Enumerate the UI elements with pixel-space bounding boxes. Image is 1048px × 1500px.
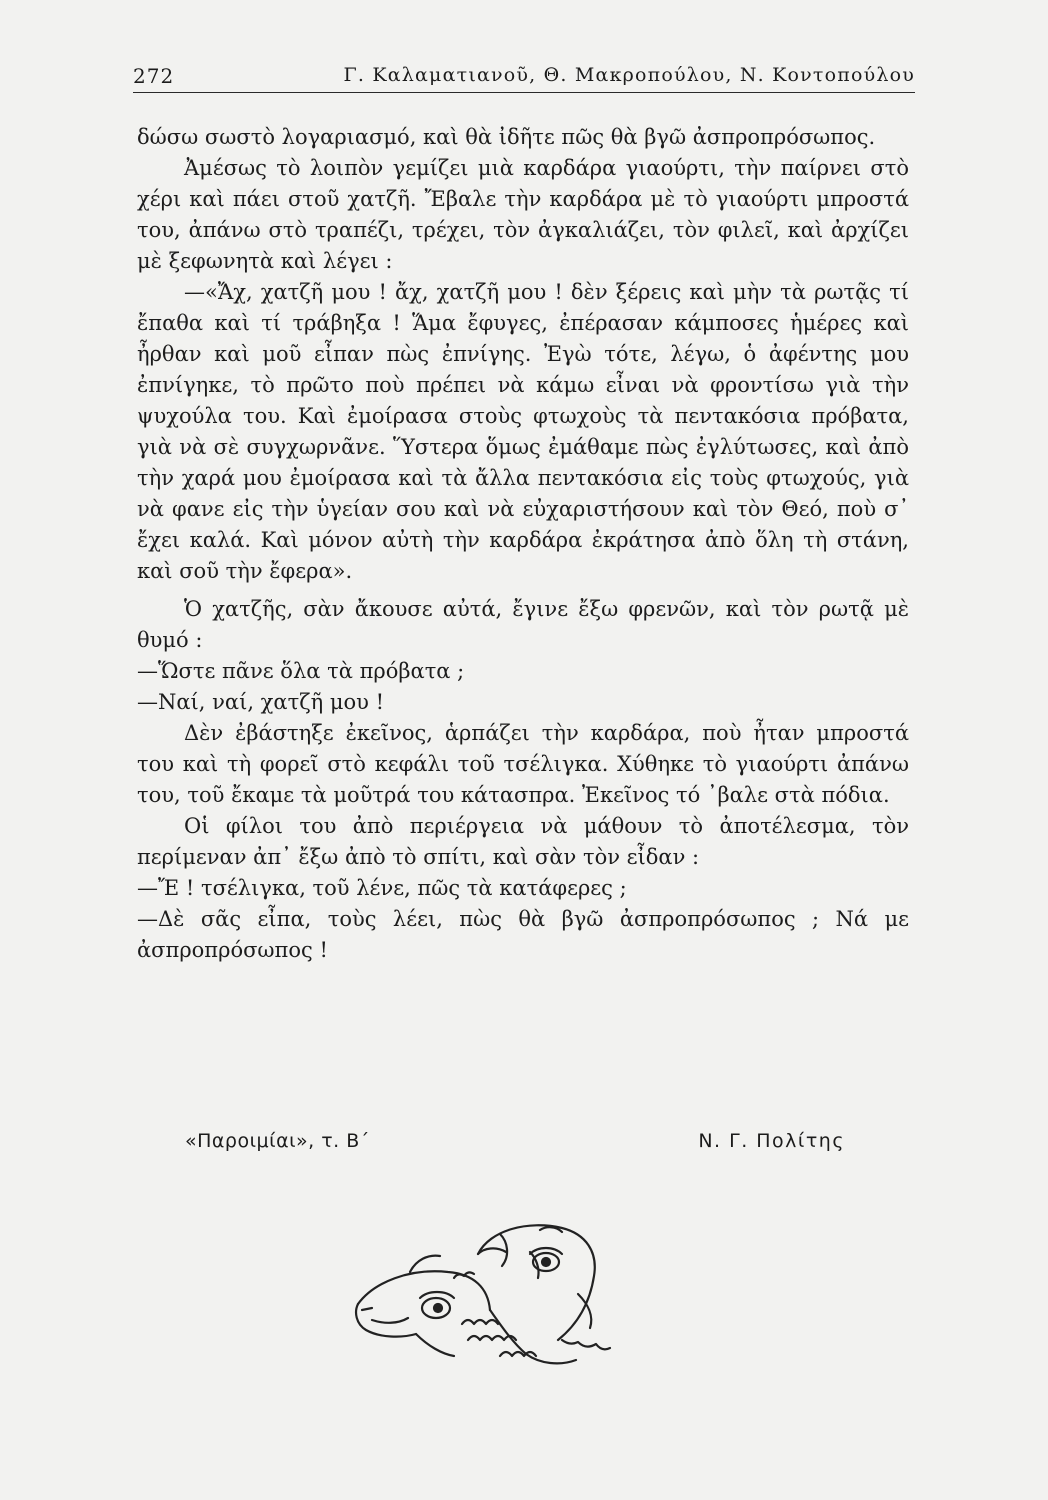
paragraph: δώσω σωστὸ λογαριασμό, καὶ θὰ ἰδῆτε πῶς θὰ βγῶ ἀσπροπρόσωπος. bbox=[137, 125, 876, 149]
main-text bbox=[137, 122, 909, 966]
paragraph: Δὲν ἐβάστηξε ἐκεῖνος, ἁρπάζει τὴν καρδάρα, ποὺ ἦταν μπροστά του καὶ τὴ φορεῖ στὸ κεφάλι τοῦ τσέλιγκα. Χύθηκε τὸ γιαούρτι ἀπάνω του, τοῦ ἔκαμε τὰ μοῦτρά του κάτασπρα. Ἐκεῖνος τό ᾽βαλε στὰ πόδια. bbox=[137, 721, 909, 807]
dialog-line: —Ὥστε πᾶνε ὅλα τὰ πρόβατα ; bbox=[137, 659, 465, 683]
paragraph: Ἀμέσως τὸ λοιπὸν γεμίζει μιὰ καρδάρα γιαούρτι, τὴν παίρνει στὸ χέρι καὶ πάει στοῦ χατζῆ. Ἔβαλε τὴν καρδάρα μὲ τὸ γιαούρτι μπροστά του, ἀπάνω στὸ τραπέζι, τρέχει, τὸν ἀγκαλιάζει, τὸν φιλεῖ, καὶ ἀρχίζει μὲ ξεφωνητὰ καὶ λέγει : bbox=[137, 156, 909, 273]
page-header bbox=[133, 58, 915, 93]
paragraph: Οἱ φίλοι του ἀπὸ περιέργεια νὰ μάθουν τὸ ἀποτέλεσμα, τὸν περίμεναν ἀπ᾽ ἔξω ἀπὸ τὸ σπίτι, καὶ σὰν τὸν εἶδαν : bbox=[137, 814, 909, 869]
sheep-heads-illustration bbox=[350, 1212, 710, 1402]
source-line bbox=[185, 1130, 845, 1160]
source-reference: «Παροιμίαι», τ. Β΄ bbox=[185, 1130, 370, 1152]
paragraph: Ὁ χατζῆς, σὰν ἄκουσε αὐτά, ἔγινε ἔξω φρενῶν, καὶ τὸν ρωτᾷ μὲ θυμό : bbox=[137, 597, 909, 652]
page-number: 272 bbox=[133, 64, 175, 88]
dialog-line: —Δὲ σᾶς εἶπα, τοὺς λέει, πὼς θὰ βγῶ ἀσπροπρόσωπος ; Νά με ἀσπροπρόσωπος ! bbox=[137, 907, 909, 962]
running-head: Γ. Καλαματιανοῦ, Θ. Μακροπούλου, Ν. Κοντοπούλου bbox=[343, 64, 915, 86]
dialog-line: —Ἔ ! τσέλιγκα, τοῦ λένε, πῶς τὰ κατάφερες ; bbox=[137, 876, 627, 900]
dialog-line: —Ναί, ναί, χατζῆ μου ! bbox=[137, 690, 385, 714]
source-author: Ν. Γ. Πολίτης bbox=[698, 1130, 845, 1152]
dialog-line: —«Ἄχ, χατζῆ μου ! ἄχ, χατζῆ μου ! δὲν ξέρεις καὶ μὴν τὰ ρωτᾷς τί ἔπαθα καὶ τί τράβηξα ! Ἅμα ἔφυγες, ἐπέρασαν κάμποσες ἡμέρες καὶ ἦρθαν καὶ μοῦ εἶπαν πὼς ἐπνίγης. Ἐγὼ τότε, λέγω, ὁ ἀφέντης μου ἐπνίγηκε, τὸ πρῶτο ποὺ πρέπει νὰ κάμω εἶναι νὰ φροντίσω γιὰ τὴν ψυχούλα του. Καὶ ἐμοίρασα στοὺς φτωχοὺς τὰ πεντακόσια πρόβατα, γιὰ νὰ σὲ συγχωρνᾶνε. Ὕστερα ὅμως ἐμάθαμε πὼς ἐγλύτωσες, καὶ ἀπὸ τὴν χαρά μου ἐμοίρασα καὶ τὰ ἄλλα πεντακόσια εἰς τοὺς φτωχούς, γιὰ νὰ φανε εἰς τὴν ὑγείαν σου καὶ νὰ εὐχαριστήσουν καὶ τὸν Θεό, ποὺ σ᾽ ἔχει καλά. Καὶ μόνον αὐτὴ τὴν καρδάρα ἐκράτησα ἀπὸ ὅλη τὴ στάνη, καὶ σοῦ τὴν ἔφερα». bbox=[137, 280, 909, 583]
